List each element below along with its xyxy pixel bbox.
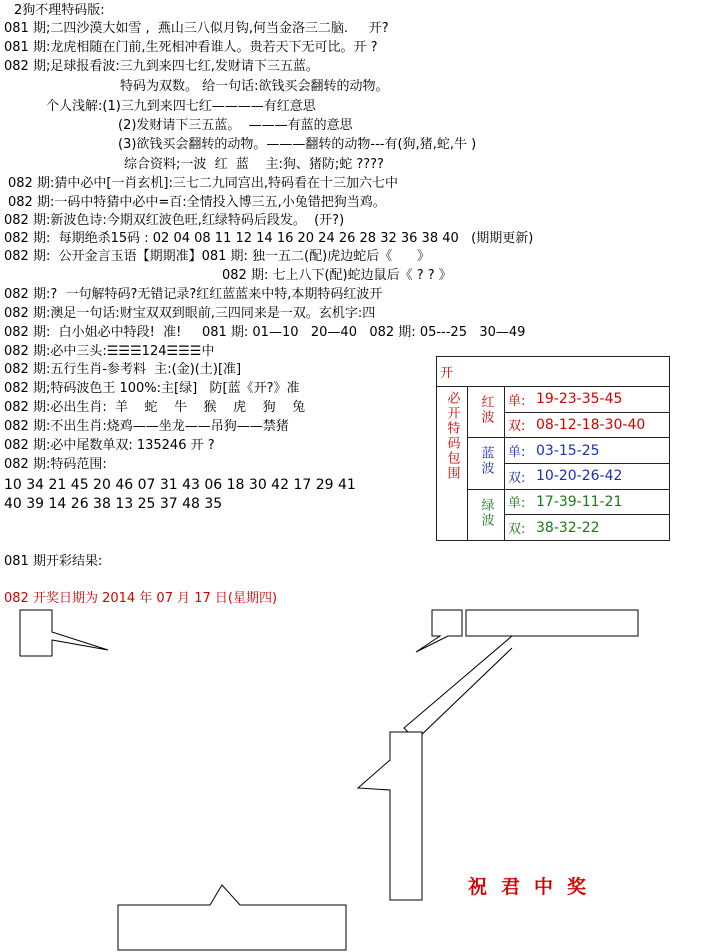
text-line: 个人浅解:(1)三九到来四七红————有红意思 xyxy=(46,99,316,114)
side-label: 必开特码包围 xyxy=(444,391,460,481)
text-line: 082 期:五行生肖-参考料 主:(金)(土)[准] xyxy=(4,362,242,377)
odd-tag: 单: xyxy=(505,489,534,515)
text-line: 082 期:必出生肖: 羊 蛇 牛 猴 虎 狗 兔 xyxy=(4,400,306,415)
text-line: 082 期: 七上八下(配)蛇边鼠后《 ? ? 》 xyxy=(222,268,452,283)
text-line: 082 期:不出生肖:烧鸡——坐龙——吊狗——禁猪 xyxy=(4,419,289,434)
pointer-line xyxy=(404,636,512,740)
text-line: (3)欲钱买会翻转的动物。———翻转的动物---有(狗,猪,蛇,牛 ) xyxy=(118,137,477,152)
callout-box-left xyxy=(20,610,108,656)
even-tag: 双: xyxy=(505,463,534,489)
number-set: 19-23-35-45 xyxy=(533,387,670,413)
text-line: 082 期: 公开金言玉语【期期准】081 期: 独一五二(配)虎边蛇后《 》 xyxy=(4,249,430,264)
text-line: 082 期;足球报看波:三九到来四七红,发财请下三五蓝。 xyxy=(4,59,319,74)
odd-tag: 单: xyxy=(505,438,534,464)
wave-label-red: 红波 xyxy=(478,395,494,426)
text-line: 082 期:猜中必中[一肖玄机]:三七二九同宫出,特码看在十三加六七中 xyxy=(8,176,398,191)
page-title: 2狗不理特码版: xyxy=(14,3,105,18)
text-line: (2)发财请下三五蓝。 ———有蓝的意思 xyxy=(118,118,353,133)
wave-label-blue: 蓝波 xyxy=(478,446,494,477)
number-list: 10 34 21 45 20 46 07 31 43 06 18 30 42 17 29 41 xyxy=(4,477,356,493)
table-head: 开 xyxy=(437,357,670,387)
text-line: 082 期:一码中特猜中必中=百:全情投入博三五,小兔错把狗当鸡。 xyxy=(8,195,386,210)
number-set: 10-20-26-42 xyxy=(533,463,670,489)
text-line: 082 期:澳足一句话:财宝双双到眼前,三四同来是一双。玄机字:四 xyxy=(4,306,376,321)
callout-box-mid xyxy=(416,610,462,652)
number-set: 08-12-18-30-40 xyxy=(533,412,670,438)
text-line: 082 期:必中三头:☰☰☰124☰☰☰中 xyxy=(4,344,215,359)
number-set: 17-39-11-21 xyxy=(533,489,670,515)
text-line: 082 期:? 一句解特码?无错记录?红红蓝蓝来中特,本期特码红波开 xyxy=(4,287,383,302)
even-tag: 双: xyxy=(505,515,534,541)
even-tag: 双: xyxy=(505,412,534,438)
text-line: 082 期: 白小姐必中特段! 准! 081 期: 01—10 20—40 082 期: 05---25 30—49 xyxy=(4,325,526,340)
text-line: 082 期;特码波色王 100%:主[绿] 防[蓝《开?》准 xyxy=(4,381,300,396)
text-line: 082 期:新波色诗:今期双红波色旺,红绿特码后段发。 (开?) xyxy=(4,213,345,228)
result-heading: 081 期开彩结果: xyxy=(4,554,103,569)
number-set: 03-15-25 xyxy=(533,438,670,464)
text-line: 081 期;二四沙漠大如雪 , 燕山三八似月钩,何当金洛三二脑. 开? xyxy=(4,21,389,36)
text-line: 082 期: 每期绝杀15码 : 02 04 08 11 12 14 16 20 24 26 28 32 36 38 40 (期期更新) xyxy=(4,231,534,246)
text-line: 082 期:必中尾数单双: 135246 开 ? xyxy=(4,438,215,453)
text-line: 081 期:龙虎相随在门前,生死相冲看谁人。贵若天下无可比。开 ? xyxy=(4,40,378,55)
callout-box-bottom xyxy=(118,885,346,950)
callout-box-right xyxy=(466,610,638,636)
text-line: 特码为双数。 给一句话:欲钱买会翻转的动物。 xyxy=(120,79,389,94)
congrats-text: 祝君中奖 xyxy=(468,876,601,898)
draw-date: 082 开奖日期为 2014 年 07 月 17 日(星期四) xyxy=(4,591,278,606)
text-line: 082 期:特码范围: xyxy=(4,457,107,472)
odd-tag: 单: xyxy=(505,387,534,413)
number-set: 38-32-22 xyxy=(533,515,670,541)
callout-box-tall xyxy=(358,732,422,900)
text-line: 综合资料;一波 红 蓝 主:狗、猪防;蛇 ???? xyxy=(124,157,384,172)
wave-label-green: 绿波 xyxy=(478,497,494,528)
number-list: 40 39 14 26 38 13 25 37 48 35 xyxy=(4,496,223,512)
